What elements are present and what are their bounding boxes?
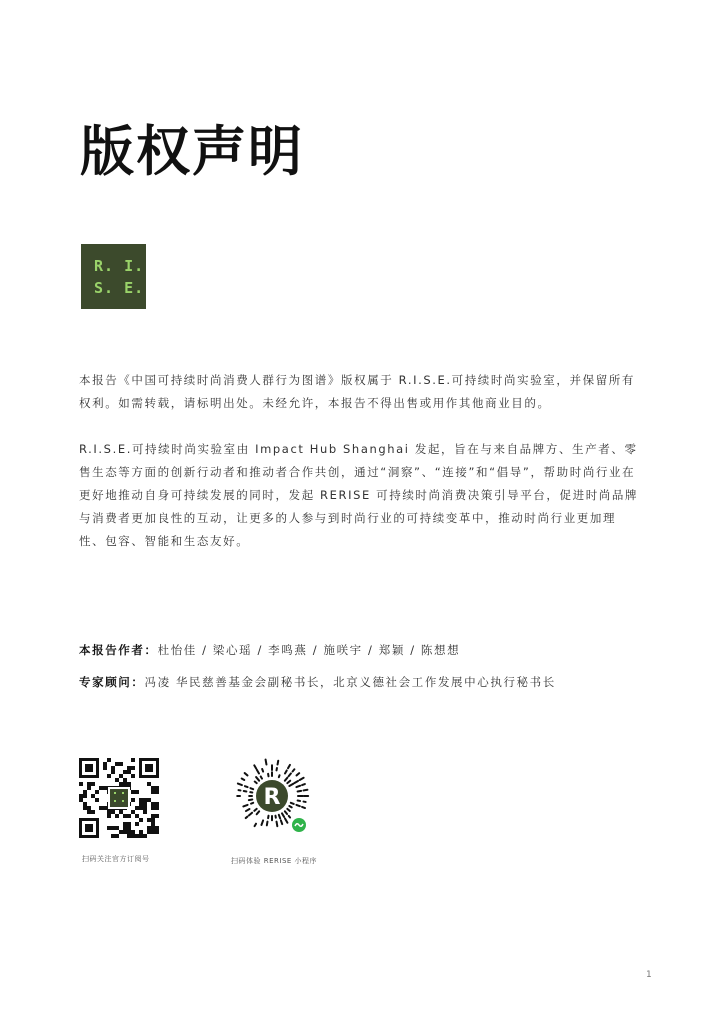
page-number: 1	[646, 970, 652, 980]
logo-line-1: R. I.	[94, 257, 145, 275]
mini-program-qr-label: 扫码体验 RERISE 小程序	[231, 857, 318, 865]
authors-line	[79, 642, 460, 658]
advisor-line	[79, 674, 556, 690]
advisor-names: 冯凌 华民慈善基金会副秘书长，北京义德社会工作发展中心执行秘书长	[144, 675, 556, 689]
logo-line-2: S. E.	[94, 279, 145, 297]
authors-names: 杜怡佳 / 梁心瑶 / 李鸣燕 / 施咲宇 / 郑颖 / 陈想想	[157, 643, 461, 657]
authors-label: 本报告作者：	[79, 643, 158, 657]
mini-program-center-letter: R	[263, 785, 281, 810]
copyright-paragraph: 本报告《中国可持续时尚消费人群行为图谱》版权属于 R.I.S.E.可持续时尚实验室，并保留所有权利。如需转载，请标明出处。未经允许，本报告不得出售或用作其他商业目的。	[79, 373, 636, 410]
about-paragraph: R.I.S.E.可持续时尚实验室由 Impact Hub Shanghai 发起，旨在与来自品牌方、生产者、零售生态等方面的创新行动者和推动者合作共创，通过“洞察”、“连接”和“倡导”，帮助时尚行业在更好地推动自身可持续发展的同时，发起 RERISE 可持续时尚消费决策引导平台，促进时尚品牌与消费者更加良性的互动，让更多的人参与到时尚行业的可持续变革中，推动时尚行业更加理性、包容、智能和生态友好。	[79, 442, 639, 548]
page-title: 版权声明	[80, 119, 304, 183]
advisor-label: 专家顾问：	[79, 675, 145, 689]
mini-program-code[interactable]	[232, 756, 312, 836]
official-account-qr-code[interactable]	[79, 758, 159, 838]
rise-logo	[81, 244, 146, 309]
official-account-qr-label: 扫码关注官方订阅号	[82, 855, 150, 863]
